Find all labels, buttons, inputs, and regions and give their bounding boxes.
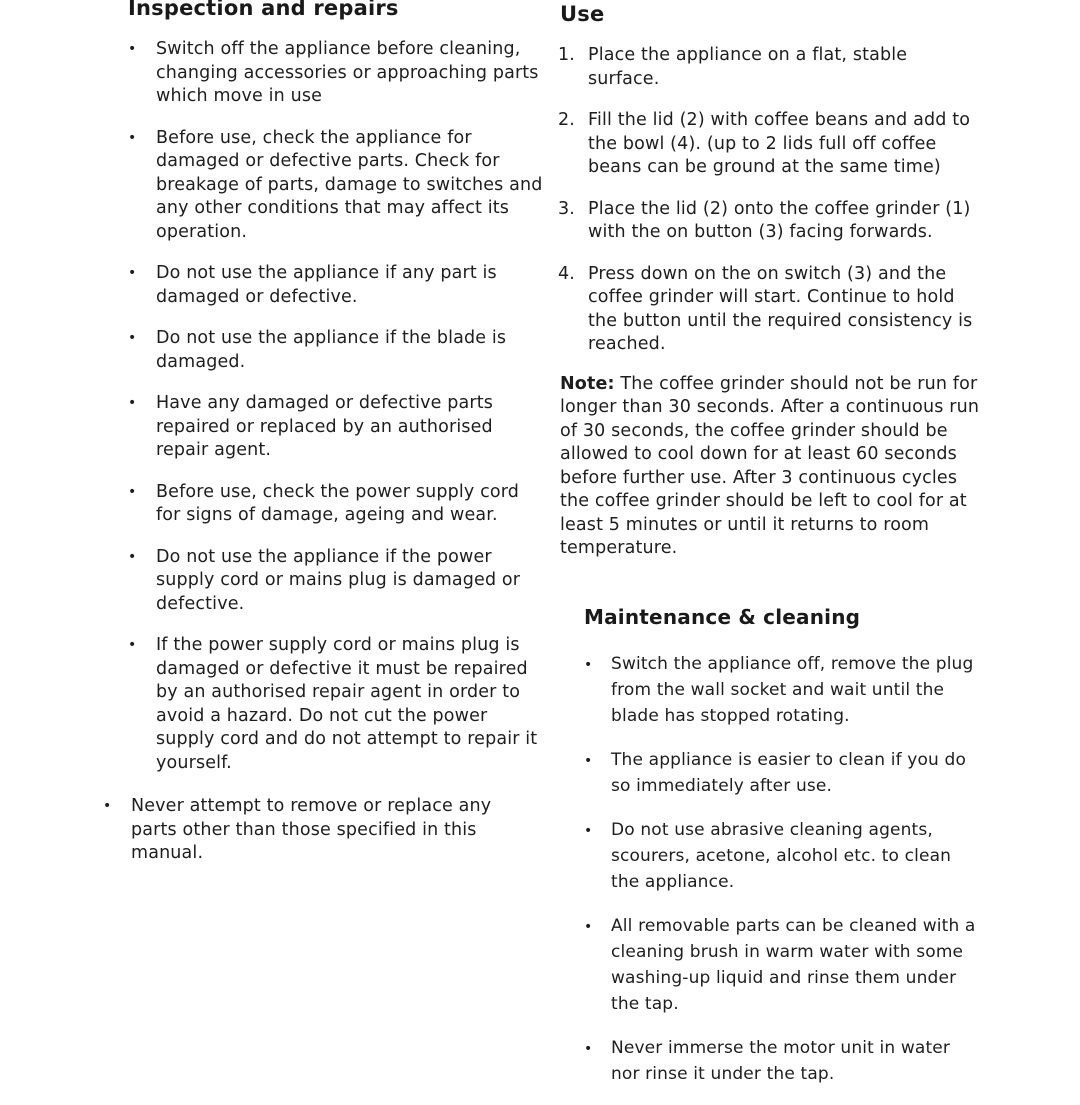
list-item: • Do not use abrasive cleaning agents, scourers, acetone, alcohol etc. to clean the appliance. [584, 817, 984, 895]
use-heading: Use [560, 2, 605, 26]
use-section [560, 0, 980, 578]
list-item: • Before use, check the appliance for damaged or defective parts. Check for breakage of parts, damage to switches and any other conditions that may affect its operation. [128, 127, 548, 245]
step-number: 3. [558, 198, 575, 219]
note-label: Note: [560, 373, 615, 394]
step-text: Press down on the on switch (3) and the coffee grinder will start. Continue to hold the button until the required consistency is reached. [588, 263, 973, 354]
list-item: • Have any damaged or defective parts repaired or replaced by an authorised repair agent. [128, 392, 548, 463]
list-item: • Do not use the appliance if the blade is damaged. [128, 327, 548, 374]
step-text: Fill the lid (2) with coffee beans and add to the bowl (4). (up to 2 lids full off coffee beans can be ground at the same time) [588, 110, 971, 177]
list-item [558, 109, 980, 180]
list-item [558, 263, 980, 357]
list-item [558, 44, 980, 91]
list-item: • Before use, check the power supply cord for signs of damage, ageing and wear. [128, 481, 548, 528]
list-item: • All removable parts can be cleaned with a cleaning brush in warm water with some washing-up liquid and rinse them under the tap. [584, 913, 984, 1017]
inspection-section [128, 0, 548, 793]
list-item: • Switch off the appliance before cleaning, changing accessories or approaching parts which move in use [128, 38, 548, 109]
list-item [558, 198, 980, 245]
step-number: 1. [558, 45, 575, 65]
use-steps [560, 44, 980, 357]
list-item: • Never immerse the motor unit in water nor rinse it under the tap. [584, 1035, 984, 1087]
inspection-list [128, 38, 548, 775]
inspection-heading: Inspection and repairs [128, 0, 399, 20]
list-item: • Do not use the appliance if any part is damaged or defective. [128, 262, 548, 309]
list-item: • Switch the appliance off, remove the plug from the wall socket and wait until the blade has stopped rotating. [584, 651, 984, 729]
list-item: • Never attempt to remove or replace any parts other than those specified in this manual. [131, 795, 531, 866]
step-number: 4. [558, 263, 575, 284]
use-note [560, 373, 980, 561]
maintenance-heading: Maintenance & cleaning [584, 605, 861, 629]
maintenance-list [584, 651, 984, 1087]
step-number: 2. [558, 110, 575, 130]
inspection-outer-list [131, 795, 531, 866]
maintenance-section [584, 605, 984, 1105]
step-text: Place the lid (2) onto the coffee grinder (1) with the on button (3) facing forwards. [588, 198, 971, 242]
step-text: Place the appliance on a flat, stable surface. [588, 45, 908, 89]
note-text: The coffee grinder should not be run for longer than 30 seconds. After a continuous run of 30 seconds, the coffee grinder should be allowed to cool down for at least 60 seconds before further use. After 3 continuous cycles the coffee grinder should be left to cool for at least 5 minutes or until it returns to room temperature. [560, 373, 980, 558]
list-item: • If the power supply cord or mains plug is damaged or defective it must be repaired by an authorised repair agent in order to avoid a hazard. Do not cut the power supply cord and do not attempt to repair it yourself. [128, 634, 548, 775]
list-item: • Do not use the appliance if the power supply cord or mains plug is damaged or defective. [128, 546, 548, 617]
list-item: • The appliance is easier to clean if you do so immediately after use. [584, 747, 984, 799]
